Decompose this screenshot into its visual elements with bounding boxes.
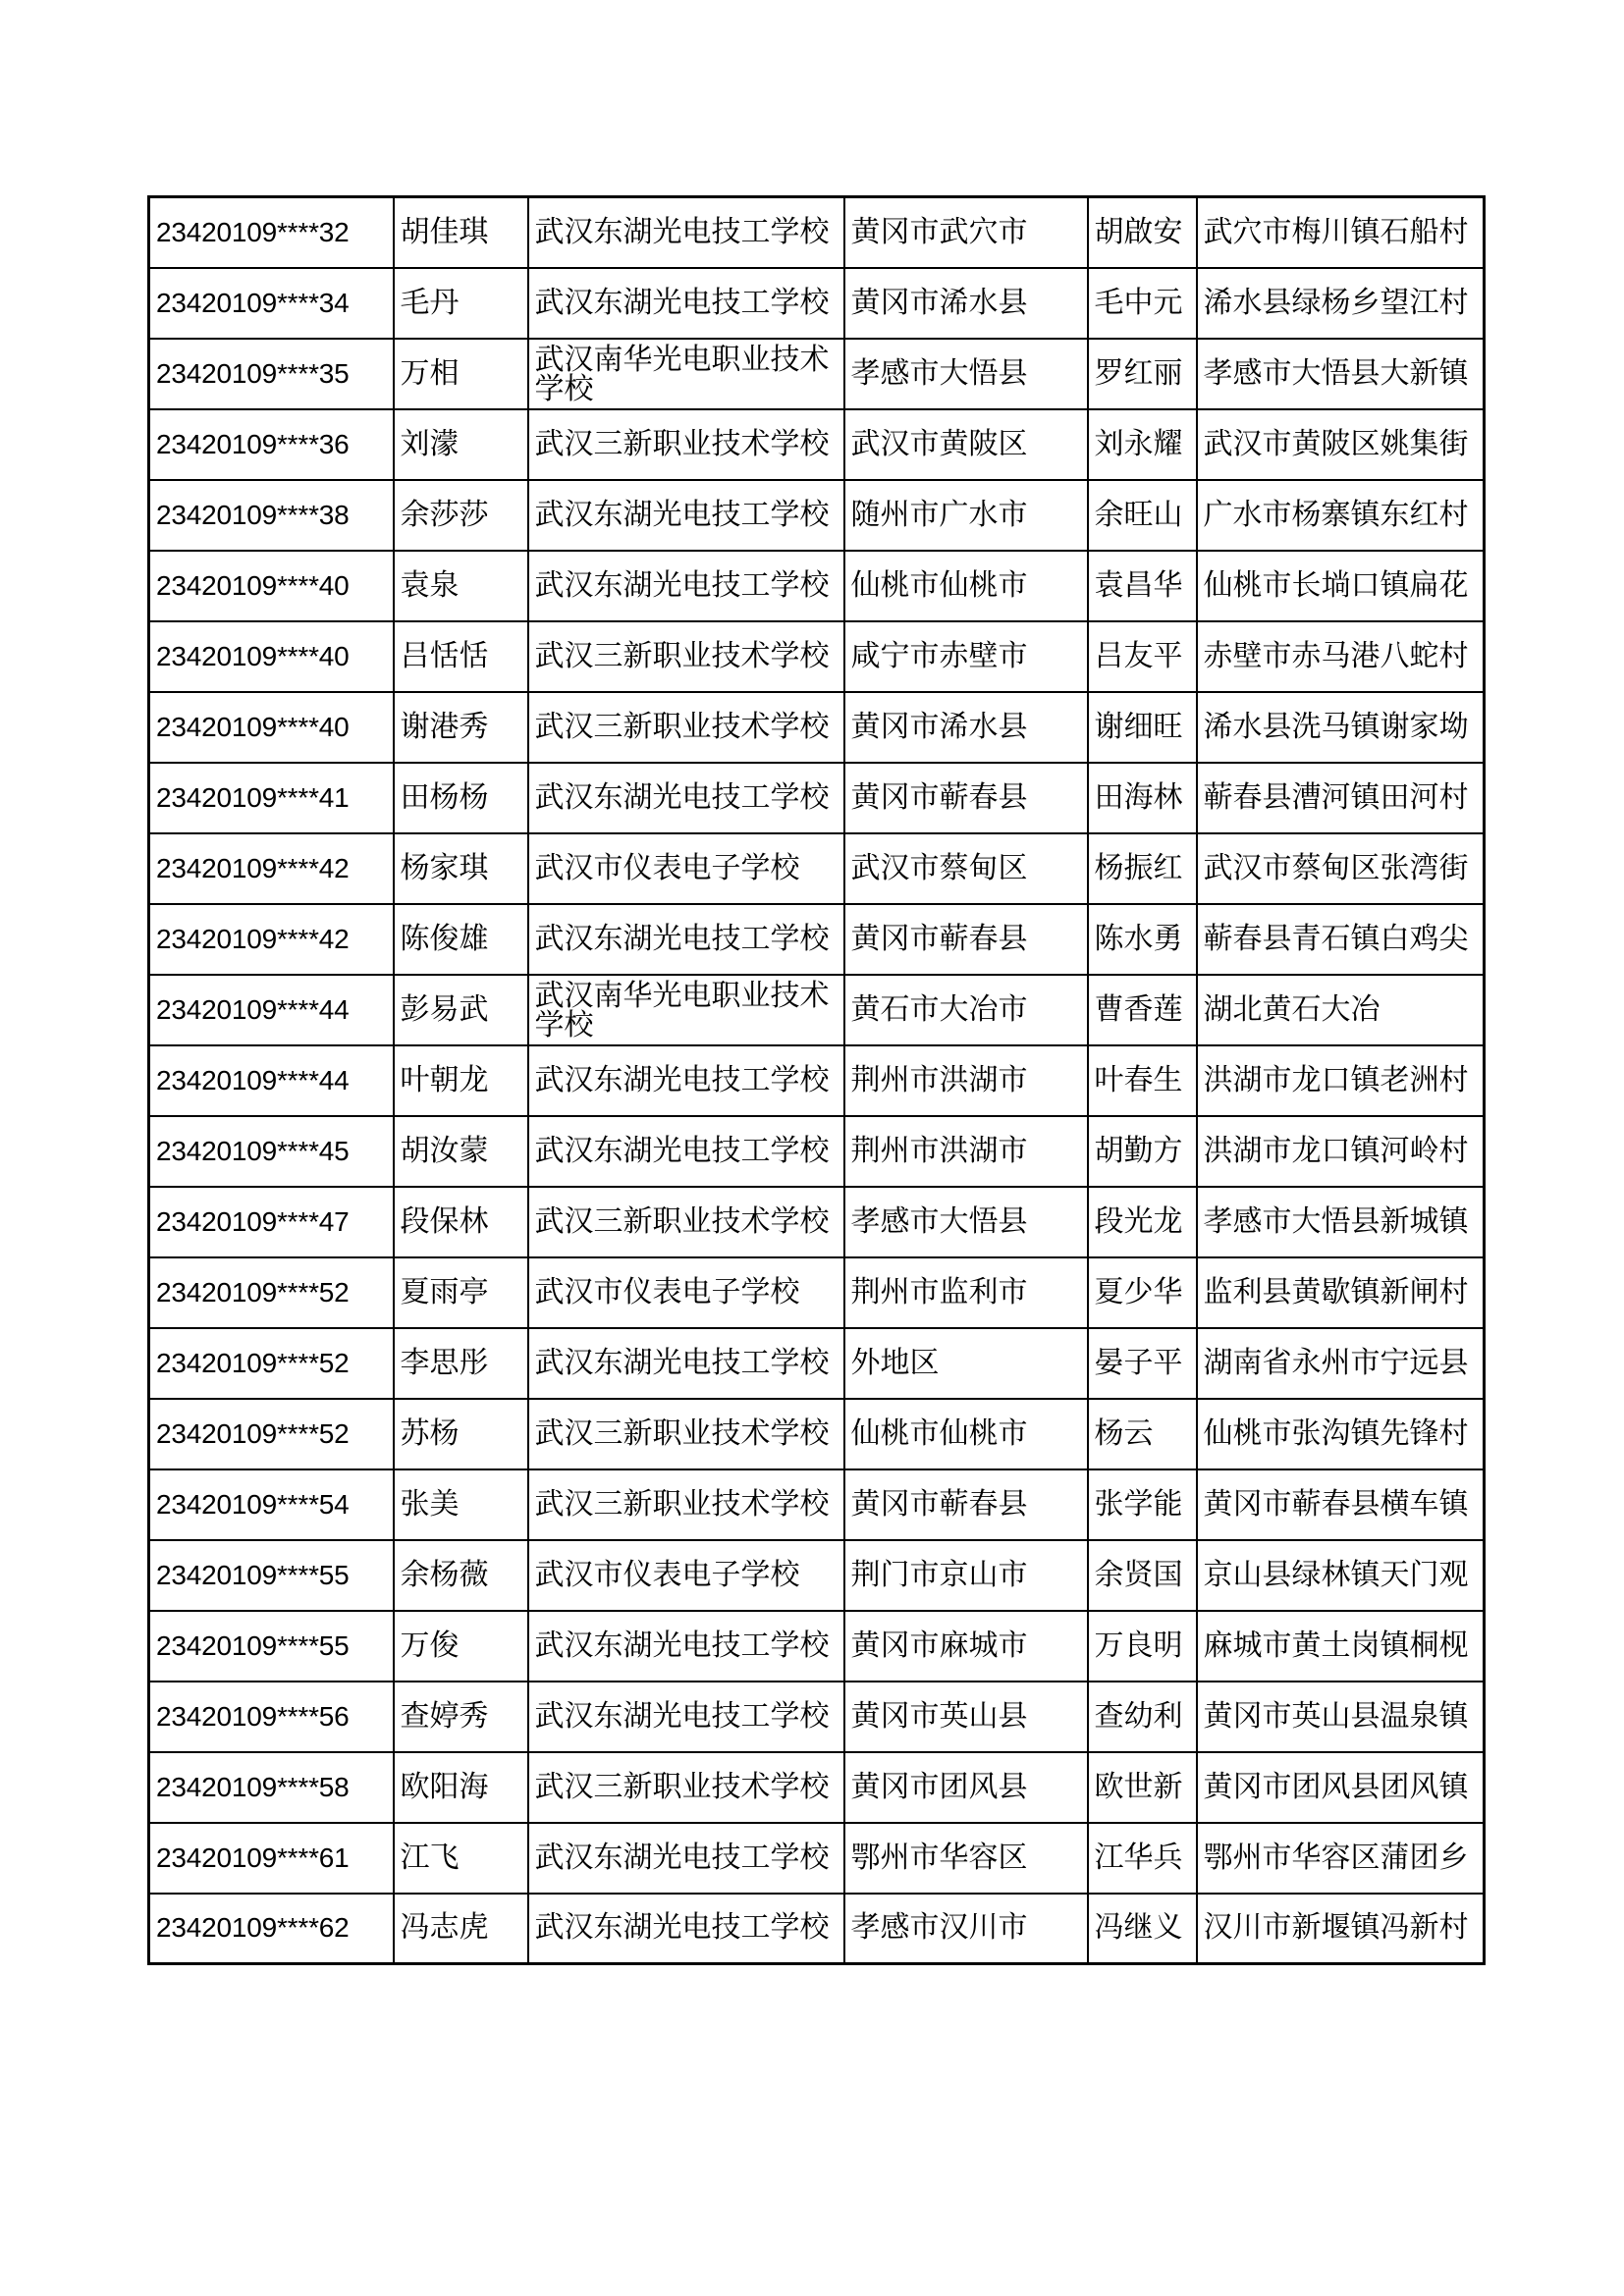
id-cell: 23420109****47: [149, 1187, 394, 1257]
address-cell: 麻城市黄土岗镇桐枧: [1197, 1611, 1485, 1682]
parent-name-cell: 江华兵: [1088, 1823, 1197, 1894]
school-cell: 武汉东湖光电技工学校: [528, 1682, 844, 1752]
region-cell: 黄石市大冶市: [844, 975, 1088, 1045]
address-cell: 湖南省永州市宁远县: [1197, 1328, 1485, 1399]
region-cell: 武汉市黄陂区: [844, 409, 1088, 480]
parent-name-cell: 胡啟安: [1088, 197, 1197, 268]
id-cell: 23420109****45: [149, 1116, 394, 1187]
name-cell: 江飞: [394, 1823, 528, 1894]
table-row: [149, 1894, 1485, 1964]
school-cell: 武汉三新职业技术学校: [528, 409, 844, 480]
address-cell: 武汉市黄陂区姚集街: [1197, 409, 1485, 480]
table-row: [149, 621, 1485, 692]
parent-name-cell: 杨振红: [1088, 833, 1197, 904]
id-cell: 23420109****52: [149, 1399, 394, 1469]
address-cell: 赤壁市赤马港八蛇村: [1197, 621, 1485, 692]
parent-name-cell: 袁昌华: [1088, 551, 1197, 621]
address-cell: 浠水县绿杨乡望江村: [1197, 268, 1485, 339]
address-cell: 湖北黄石大冶: [1197, 975, 1485, 1045]
id-cell: 23420109****58: [149, 1752, 394, 1823]
address-cell: 京山县绿林镇天门观: [1197, 1540, 1485, 1611]
name-cell: 彭易武: [394, 975, 528, 1045]
table-body: [149, 197, 1485, 1964]
parent-name-cell: 吕友平: [1088, 621, 1197, 692]
region-cell: 仙桃市仙桃市: [844, 551, 1088, 621]
address-cell: 蕲春县青石镇白鸡尖: [1197, 904, 1485, 975]
name-cell: 段保林: [394, 1187, 528, 1257]
table-row: [149, 692, 1485, 763]
address-cell: 武汉市蔡甸区张湾街: [1197, 833, 1485, 904]
name-cell: 欧阳海: [394, 1752, 528, 1823]
school-cell: 武汉东湖光电技工学校: [528, 480, 844, 551]
region-cell: 咸宁市赤壁市: [844, 621, 1088, 692]
id-cell: 23420109****55: [149, 1540, 394, 1611]
id-cell: 23420109****40: [149, 621, 394, 692]
id-cell: 23420109****54: [149, 1469, 394, 1540]
school-cell: 武汉三新职业技术学校: [528, 692, 844, 763]
name-cell: 刘濛: [394, 409, 528, 480]
name-cell: 万相: [394, 339, 528, 409]
parent-name-cell: 余旺山: [1088, 480, 1197, 551]
name-cell: 胡佳琪: [394, 197, 528, 268]
region-cell: 黄冈市蕲春县: [844, 1469, 1088, 1540]
address-cell: 黄冈市蕲春县横车镇: [1197, 1469, 1485, 1540]
address-cell: 黄冈市英山县温泉镇: [1197, 1682, 1485, 1752]
parent-name-cell: 胡勤方: [1088, 1116, 1197, 1187]
school-cell: 武汉东湖光电技工学校: [528, 1611, 844, 1682]
id-cell: 23420109****44: [149, 1045, 394, 1116]
id-cell: 23420109****61: [149, 1823, 394, 1894]
parent-name-cell: 曹香莲: [1088, 975, 1197, 1045]
parent-name-cell: 谢细旺: [1088, 692, 1197, 763]
parent-name-cell: 晏子平: [1088, 1328, 1197, 1399]
parent-name-cell: 刘永耀: [1088, 409, 1197, 480]
name-cell: 苏杨: [394, 1399, 528, 1469]
table-row: [149, 268, 1485, 339]
name-cell: 查婷秀: [394, 1682, 528, 1752]
id-cell: 23420109****42: [149, 833, 394, 904]
table-row: [149, 833, 1485, 904]
parent-name-cell: 段光龙: [1088, 1187, 1197, 1257]
region-cell: 仙桃市仙桃市: [844, 1399, 1088, 1469]
id-cell: 23420109****40: [149, 692, 394, 763]
school-cell: 武汉东湖光电技工学校: [528, 197, 844, 268]
parent-name-cell: 叶春生: [1088, 1045, 1197, 1116]
id-cell: 23420109****41: [149, 763, 394, 833]
id-cell: 23420109****40: [149, 551, 394, 621]
parent-name-cell: 杨云: [1088, 1399, 1197, 1469]
school-cell: 武汉南华光电职业技术学校: [528, 339, 844, 409]
address-cell: 监利县黄歇镇新闸村: [1197, 1257, 1485, 1328]
table-row: [149, 480, 1485, 551]
school-cell: 武汉三新职业技术学校: [528, 621, 844, 692]
name-cell: 田杨杨: [394, 763, 528, 833]
name-cell: 李思彤: [394, 1328, 528, 1399]
table-row: [149, 551, 1485, 621]
address-cell: 汉川市新堰镇冯新村: [1197, 1894, 1485, 1964]
region-cell: 黄冈市麻城市: [844, 1611, 1088, 1682]
id-cell: 23420109****32: [149, 197, 394, 268]
id-cell: 23420109****34: [149, 268, 394, 339]
school-cell: 武汉市仪表电子学校: [528, 1257, 844, 1328]
id-cell: 23420109****35: [149, 339, 394, 409]
id-cell: 23420109****38: [149, 480, 394, 551]
school-cell: 武汉东湖光电技工学校: [528, 1116, 844, 1187]
id-cell: 23420109****36: [149, 409, 394, 480]
region-cell: 黄冈市蕲春县: [844, 763, 1088, 833]
table-row: [149, 197, 1485, 268]
table-row: [149, 1257, 1485, 1328]
name-cell: 胡汝蒙: [394, 1116, 528, 1187]
address-cell: 洪湖市龙口镇老洲村: [1197, 1045, 1485, 1116]
parent-name-cell: 夏少华: [1088, 1257, 1197, 1328]
table-row: [149, 1045, 1485, 1116]
parent-name-cell: 余贤国: [1088, 1540, 1197, 1611]
name-cell: 杨家琪: [394, 833, 528, 904]
parent-name-cell: 田海林: [1088, 763, 1197, 833]
address-cell: 蕲春县漕河镇田河村: [1197, 763, 1485, 833]
school-cell: 武汉三新职业技术学校: [528, 1752, 844, 1823]
table-row: [149, 1682, 1485, 1752]
name-cell: 袁泉: [394, 551, 528, 621]
parent-name-cell: 万良明: [1088, 1611, 1197, 1682]
table-row: [149, 1469, 1485, 1540]
region-cell: 荆门市京山市: [844, 1540, 1088, 1611]
school-cell: 武汉三新职业技术学校: [528, 1187, 844, 1257]
name-cell: 陈俊雄: [394, 904, 528, 975]
table-row: [149, 1823, 1485, 1894]
parent-name-cell: 张学能: [1088, 1469, 1197, 1540]
region-cell: 黄冈市英山县: [844, 1682, 1088, 1752]
school-cell: 武汉东湖光电技工学校: [528, 763, 844, 833]
id-cell: 23420109****52: [149, 1328, 394, 1399]
student-table: [147, 195, 1486, 1965]
school-cell: 武汉市仪表电子学校: [528, 1540, 844, 1611]
table-row: [149, 1328, 1485, 1399]
region-cell: 黄冈市团风县: [844, 1752, 1088, 1823]
school-cell: 武汉东湖光电技工学校: [528, 904, 844, 975]
name-cell: 张美: [394, 1469, 528, 1540]
table-row: [149, 975, 1485, 1045]
region-cell: 孝感市大悟县: [844, 1187, 1088, 1257]
table-row: [149, 409, 1485, 480]
school-cell: 武汉南华光电职业技术学校: [528, 975, 844, 1045]
address-cell: 黄冈市团风县团风镇: [1197, 1752, 1485, 1823]
school-cell: 武汉市仪表电子学校: [528, 833, 844, 904]
region-cell: 鄂州市华容区: [844, 1823, 1088, 1894]
address-cell: 广水市杨寨镇东红村: [1197, 480, 1485, 551]
name-cell: 毛丹: [394, 268, 528, 339]
parent-name-cell: 冯继义: [1088, 1894, 1197, 1964]
name-cell: 余杨薇: [394, 1540, 528, 1611]
school-cell: 武汉东湖光电技工学校: [528, 1894, 844, 1964]
school-cell: 武汉东湖光电技工学校: [528, 551, 844, 621]
parent-name-cell: 查幼利: [1088, 1682, 1197, 1752]
id-cell: 23420109****52: [149, 1257, 394, 1328]
region-cell: 黄冈市浠水县: [844, 692, 1088, 763]
school-cell: 武汉三新职业技术学校: [528, 1399, 844, 1469]
parent-name-cell: 陈水勇: [1088, 904, 1197, 975]
school-cell: 武汉三新职业技术学校: [528, 1469, 844, 1540]
region-cell: 荆州市洪湖市: [844, 1045, 1088, 1116]
address-cell: 洪湖市龙口镇河岭村: [1197, 1116, 1485, 1187]
region-cell: 荆州市洪湖市: [844, 1116, 1088, 1187]
table-row: [149, 1116, 1485, 1187]
address-cell: 鄂州市华容区蒲团乡: [1197, 1823, 1485, 1894]
name-cell: 夏雨亭: [394, 1257, 528, 1328]
address-cell: 仙桃市张沟镇先锋村: [1197, 1399, 1485, 1469]
id-cell: 23420109****55: [149, 1611, 394, 1682]
parent-name-cell: 罗红丽: [1088, 339, 1197, 409]
region-cell: 黄冈市蕲春县: [844, 904, 1088, 975]
table-row: [149, 1399, 1485, 1469]
region-cell: 孝感市汉川市: [844, 1894, 1088, 1964]
address-cell: 孝感市大悟县大新镇: [1197, 339, 1485, 409]
name-cell: 万俊: [394, 1611, 528, 1682]
region-cell: 孝感市大悟县: [844, 339, 1088, 409]
id-cell: 23420109****62: [149, 1894, 394, 1964]
address-cell: 仙桃市长埫口镇扁花: [1197, 551, 1485, 621]
name-cell: 吕恬恬: [394, 621, 528, 692]
region-cell: 黄冈市武穴市: [844, 197, 1088, 268]
region-cell: 外地区: [844, 1328, 1088, 1399]
name-cell: 余莎莎: [394, 480, 528, 551]
name-cell: 叶朝龙: [394, 1045, 528, 1116]
school-cell: 武汉东湖光电技工学校: [528, 1823, 844, 1894]
address-cell: 武穴市梅川镇石船村: [1197, 197, 1485, 268]
id-cell: 23420109****56: [149, 1682, 394, 1752]
id-cell: 23420109****42: [149, 904, 394, 975]
parent-name-cell: 毛中元: [1088, 268, 1197, 339]
address-cell: 孝感市大悟县新城镇: [1197, 1187, 1485, 1257]
region-cell: 随州市广水市: [844, 480, 1088, 551]
table-row: [149, 1611, 1485, 1682]
table-row: [149, 339, 1485, 409]
table-row: [149, 1540, 1485, 1611]
address-cell: 浠水县洗马镇谢家坳: [1197, 692, 1485, 763]
region-cell: 武汉市蔡甸区: [844, 833, 1088, 904]
name-cell: 冯志虎: [394, 1894, 528, 1964]
region-cell: 黄冈市浠水县: [844, 268, 1088, 339]
parent-name-cell: 欧世新: [1088, 1752, 1197, 1823]
school-cell: 武汉东湖光电技工学校: [528, 268, 844, 339]
table-row: [149, 1752, 1485, 1823]
table-row: [149, 904, 1485, 975]
school-cell: 武汉东湖光电技工学校: [528, 1045, 844, 1116]
name-cell: 谢港秀: [394, 692, 528, 763]
table-row: [149, 763, 1485, 833]
region-cell: 荆州市监利市: [844, 1257, 1088, 1328]
table-row: [149, 1187, 1485, 1257]
id-cell: 23420109****44: [149, 975, 394, 1045]
school-cell: 武汉东湖光电技工学校: [528, 1328, 844, 1399]
